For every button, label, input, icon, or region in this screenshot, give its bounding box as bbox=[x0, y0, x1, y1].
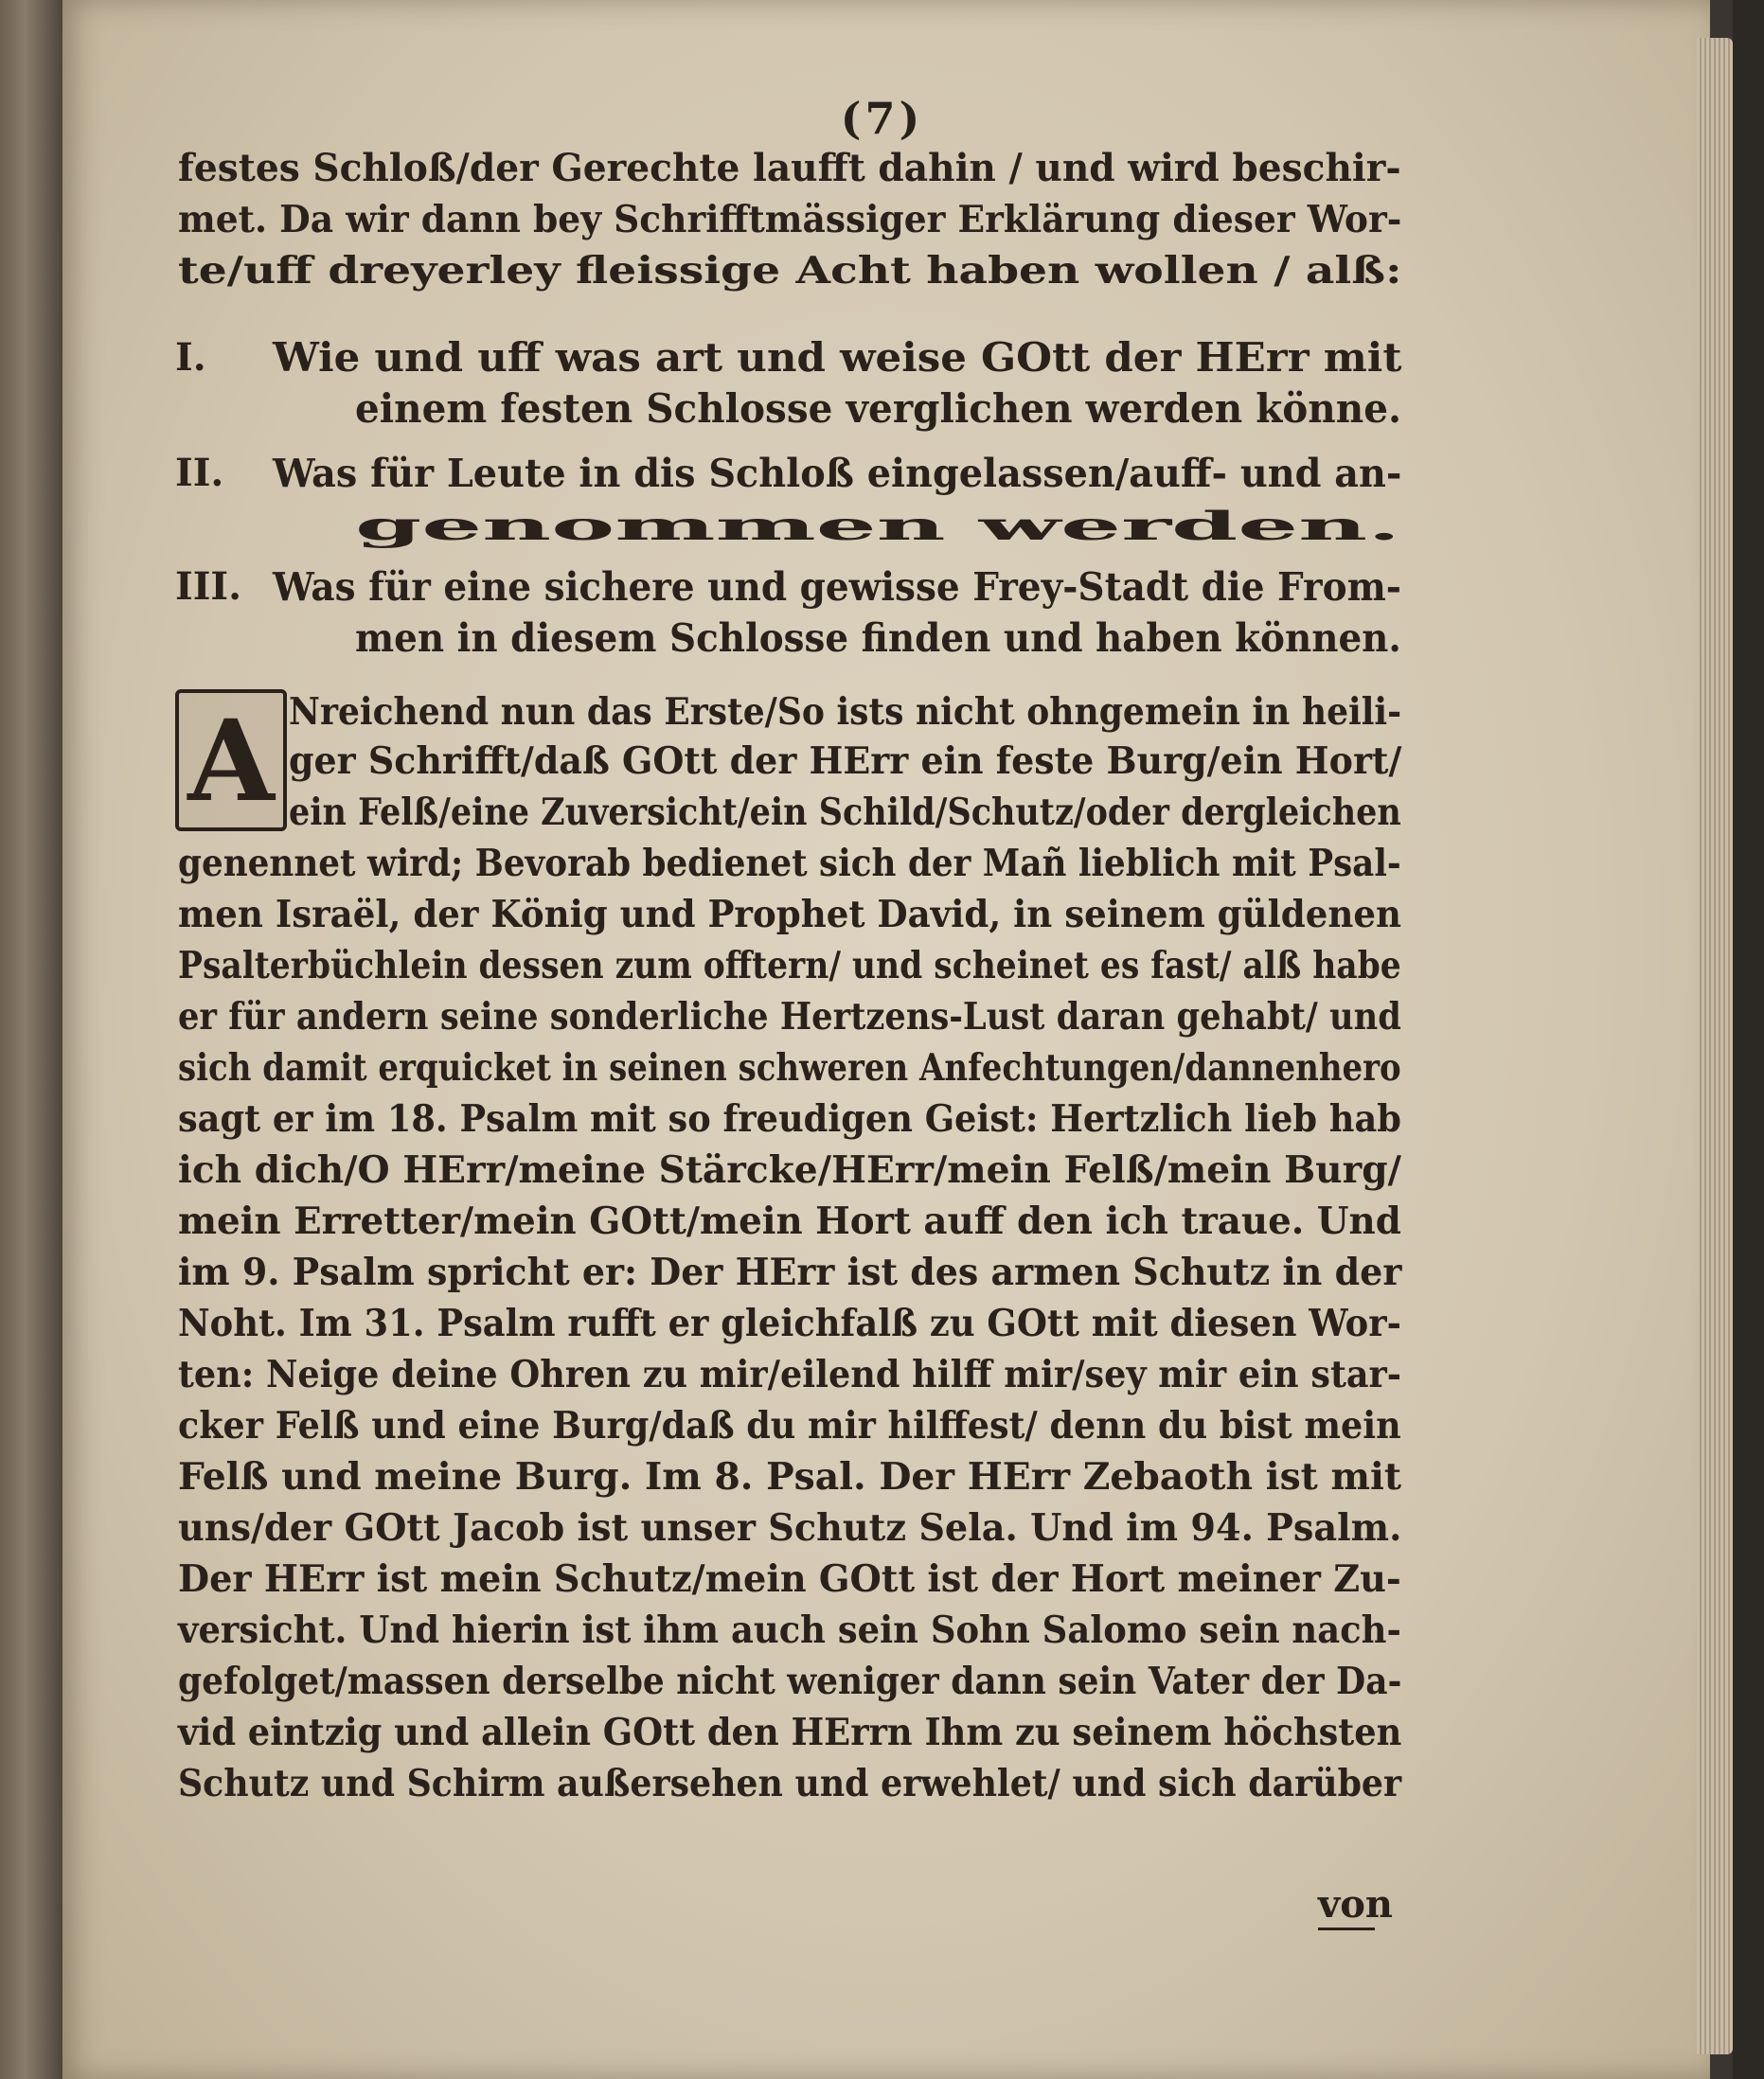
body-line-17: uns/der GOtt Jacob ist unser Schutz Sela. Und im 94. Psalm. bbox=[178, 1506, 1402, 1550]
point-numeral-2: II. bbox=[175, 451, 224, 495]
drop-cap-initial: A bbox=[175, 689, 287, 831]
book-binding-edge bbox=[0, 0, 62, 2079]
page-number: (7) bbox=[840, 93, 924, 144]
body-line-10: ich dich/O HErr/meine Stärcke/HErr/mein Felß/mein Burg/ bbox=[178, 1148, 1401, 1192]
intro-line-1: festes Schloß/der Gerechte laufft dahin / und wird beschir- bbox=[178, 146, 1401, 190]
body-line-19: versicht. Und hierin ist ihm auch sein Sohn Salomo sein nach- bbox=[178, 1608, 1401, 1652]
page-stack-edge bbox=[1697, 38, 1733, 2054]
body-line-11: mein Erretter/mein GOtt/mein Hort auff den ich traue. Und bbox=[178, 1199, 1401, 1243]
body-line-6: Psalterbüchlein dessen zum offtern/ und scheinet es fast/ alß habe bbox=[178, 944, 1401, 987]
body-line-22: Schutz und Schirm außersehen und erwehlet/ und sich darüber bbox=[178, 1762, 1402, 1805]
point-2-line-1: Was für Leute in dis Schloß eingelassen/auff- und an- bbox=[273, 451, 1402, 496]
point-2-line-2: genommen werden. bbox=[355, 504, 1401, 549]
body-line-12: im 9. Psalm spricht er: Der HErr ist des armen Schutz in der bbox=[178, 1251, 1402, 1294]
body-line-8: sich damit erquicket in seinen schweren Anfechtungen/dannenhero bbox=[178, 1046, 1401, 1090]
background-right bbox=[1733, 0, 1764, 2079]
body-line-15: cker Felß und eine Burg/daß du mir hilffest/ denn du bist mein bbox=[178, 1404, 1401, 1448]
body-line-14: ten: Neige deine Ohren zu mir/eilend hilff mir/sey mir ein star- bbox=[178, 1353, 1401, 1396]
body-line-16: Felß und meine Burg. Im 8. Psal. Der HErr Zebaoth ist mit bbox=[178, 1455, 1402, 1499]
body-line-1: Nreichend nun das Erste/So ists nicht ohngemein in heili- bbox=[289, 690, 1402, 734]
body-line-20: gefolget/massen derselbe nicht weniger dann sein Vater der Da- bbox=[178, 1660, 1402, 1703]
body-line-18: Der HErr ist mein Schutz/mein GOtt ist der Hort meiner Zu- bbox=[178, 1557, 1401, 1601]
body-line-21: vid eintzig und allein GOtt den HErrn Ihm zu seinem höchsten bbox=[178, 1711, 1402, 1754]
body-line-2: ger Schrifft/daß GOtt der HErr ein feste Burg/ein Hort/ bbox=[289, 739, 1402, 783]
body-line-9: sagt er im 18. Psalm mit so freudigen Geist: Hertzlich lieb hab bbox=[178, 1097, 1401, 1141]
point-numeral-1: I. bbox=[175, 335, 206, 380]
point-1-line-1: Wie und uff was art und weise GOtt der HErr mit bbox=[273, 334, 1402, 381]
intro-line-3: te/uff dreyerley fleissige Acht haben wollen / alß: bbox=[178, 249, 1402, 293]
body-line-3: ein Felß/eine Zuversicht/ein Schild/Schutz/oder dergleichen bbox=[289, 791, 1401, 834]
catchword-rule bbox=[1318, 1928, 1375, 1930]
point-numeral-3: III. bbox=[175, 564, 242, 609]
point-1-line-2: einem festen Schlosse verglichen werden könne. bbox=[355, 385, 1402, 432]
body-line-7: er für andern seine sonderliche Hertzens-Lust daran gehabt/ und bbox=[178, 995, 1401, 1039]
body-line-13: Noht. Im 31. Psalm rufft er gleichfalß zu GOtt mit diesen Wor- bbox=[178, 1302, 1401, 1345]
point-3-line-2: men in diesem Schlosse finden und haben können. bbox=[355, 615, 1401, 661]
catchword: von bbox=[1318, 1882, 1394, 1927]
intro-line-2: met. Da wir dann bey Schrifftmässiger Erklärung dieser Wor- bbox=[178, 198, 1402, 241]
point-3-line-1: Was für eine sichere und gewisse Frey-Stadt die From- bbox=[273, 564, 1401, 610]
body-line-4: genennet wird; Bevorab bedienet sich der Mañ lieblich mit Psal- bbox=[178, 842, 1401, 885]
body-line-5: men Israël, der König und Prophet David, in seinem güldenen bbox=[178, 893, 1401, 936]
